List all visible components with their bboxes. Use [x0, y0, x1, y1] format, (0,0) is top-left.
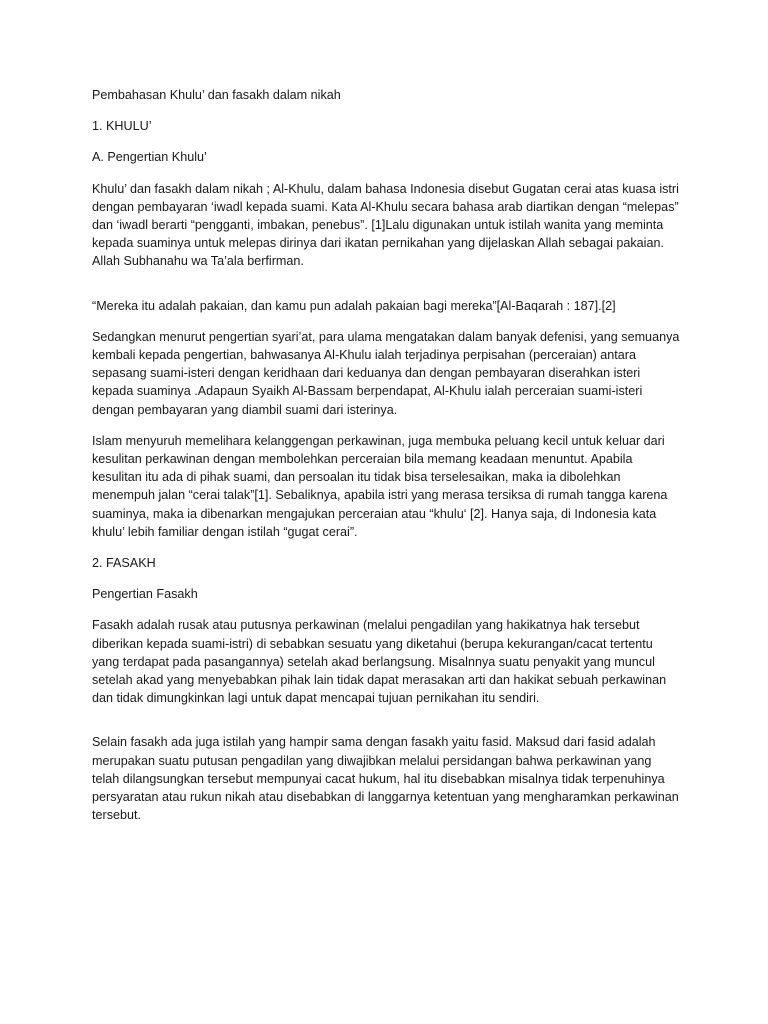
- paragraph-fasakh-definition: Fasakh adalah rusak atau putusnya perkawinan (melalui pengadilan yang hakikatnya hak tersebut diberikan kepada suami-istri) di sebabkan sesuatu yang diketahui (berupa kekurangan/cacat tertentu yang terdapat pada pasangannya) setelah akad berlangsung. Misalnnya suatu penyakit yang muncul setelah akad yang menyebabkan pihak lain tidak dapat merasakan arti dan hakikat sebuah perkawinan dan tidak dimungkinkan lagi untuk dapat mencapai tujuan pernikahan itu sendiri.: [92, 618, 667, 706]
- paragraph-fasid: Selain fasakh ada juga istilah yang hampir sama dengan fasakh yaitu fasid. Maksud dari fasid adalah merupakan suatu putusan pengadilan yang diwajibkan melalui persidangan bahwa perkawinan yang telah dilangsungkan tersebut mempunyai cacat hukum, hal itu disebabkan misalnya tidak terpenuhinya persyaratan atau rukun nikah atau disebabkan di langgarnya ketentuan yang mengharamkan perkawinan tersebut.: [92, 735, 679, 823]
- paragraph-khulu-definition: Khulu’ dan fasakh dalam nikah ; Al-Khulu, dalam bahasa Indonesia disebut Gugatan cerai atas kuasa istri dengan pembayaran ‘iwadl kepada suami. Kata Al-Khulu secara bahasa arab diartikan dengan “melepas” dan ‘iwadl berarti “pengganti, imbakan, penebus”. [1]Lalu digunakan untuk istilah wanita yang meminta kepada suaminya untuk melepas dirinya dari ikatan pernikahan yang dijelaskan Allah sebagai pakaian. Allah Subhanahu wa Ta’ala berfirman.: [92, 181, 679, 269]
- section-heading-fasakh: 2. FASAKH: [92, 556, 156, 571]
- paragraph-syariat-definition: Sedangkan menurut pengertian syari’at, para ulama mengatakan dalam banyak defenisi, yang semuanya kembali kepada pengertian, bahwasanya Al-Khulu ialah terjadinya perpisahan (perceraian) antara sepasang suami-isteri dengan keridhaan dari keduanya dan dengan pembayaran diserahkan isteri kepada suaminya .Adapaun Syaikh Al-Bassam berpendapat, Al-Khulu ialah perceraian suami-isteri dengan pembayaran yang diambil suami dari isterinya.: [92, 329, 680, 417]
- subheading-pengertian-fasakh: Pengertian Fasakh: [92, 587, 198, 602]
- section-heading-khulu: 1. KHULU’: [92, 119, 152, 134]
- document-body: [92, 86, 682, 838]
- quote-al-baqarah: “Mereka itu adalah pakaian, dan kamu pun adalah pakaian bagi mereka”[Al-Baqarah : 187].[2]: [92, 298, 616, 313]
- subheading-pengertian-khulu: A. Pengertian Khulu’: [92, 150, 207, 165]
- document-title: Pembahasan Khulu’ dan fasakh dalam nikah: [92, 88, 341, 102]
- paragraph-islam-perkawinan: Islam menyuruh memelihara kelanggengan perkawinan, juga membuka peluang kecil untuk keluar dari kesulitan perkawinan dengan membolehkan perceraian bila memang keadaan menuntut. Apabila kesulitan itu ada di pihak suami, dan persoalan itu tidak bisa terselesaikan, maka ia dibolehkan menempuh jalan “cerai talak”[1]. Sebaliknya, apabila istri yang merasa tersiksa di rumah tangga karena suaminya, maka ia dibenarkan mengajukan perceraian atau “khulu‘ [2]. Hanya saja, di Indonesia kata khulu’ lebih familiar dengan istilah “gugat cerai”.: [92, 433, 668, 539]
